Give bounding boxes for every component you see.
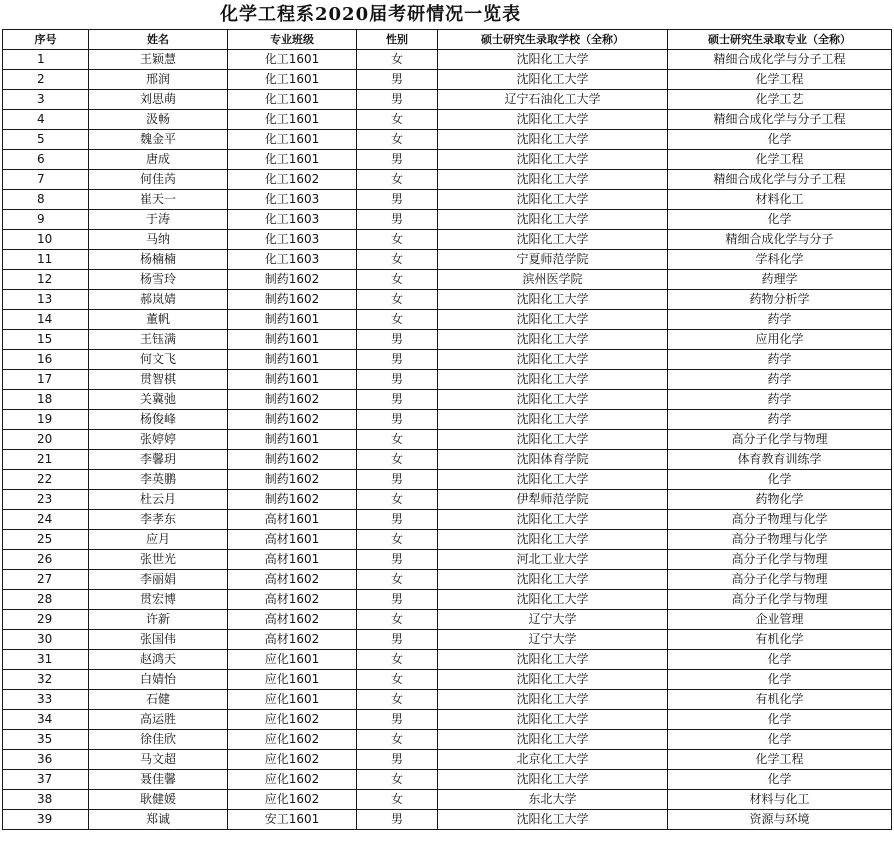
cell-major[interactable]: 有机化学: [668, 630, 892, 650]
cell-index[interactable]: 1: [3, 50, 89, 70]
cell-gender[interactable]: 女: [357, 530, 438, 550]
cell-name[interactable]: 马纳: [89, 230, 228, 250]
cell-name[interactable]: 杨雪玲: [89, 270, 228, 290]
cell-class[interactable]: 应化1602: [228, 770, 357, 790]
cell-gender[interactable]: 女: [357, 290, 438, 310]
cell-class[interactable]: 高材1602: [228, 590, 357, 610]
cell-index[interactable]: 15: [3, 330, 89, 350]
header-row: [3, 30, 892, 50]
cell-school[interactable]: 滨州医学院: [438, 270, 668, 290]
cell-major[interactable]: 高分子化学与物理: [668, 590, 892, 610]
cell-name[interactable]: 魏金平: [89, 130, 228, 150]
table-row: [3, 110, 892, 130]
cell-index[interactable]: 6: [3, 150, 89, 170]
cell-major[interactable]: 学科化学: [668, 250, 892, 270]
cell-school[interactable]: 沈阳化工大学: [438, 530, 668, 550]
cell-major[interactable]: 高分子化学与物理: [668, 570, 892, 590]
cell-index[interactable]: 38: [3, 790, 89, 810]
cell-major[interactable]: 药理学: [668, 270, 892, 290]
cell-index[interactable]: 33: [3, 690, 89, 710]
header-gender[interactable]: 性别: [357, 30, 438, 50]
cell-gender[interactable]: 女: [357, 490, 438, 510]
cell-major[interactable]: 药物化学: [668, 490, 892, 510]
cell-gender[interactable]: 女: [357, 270, 438, 290]
cell-index[interactable]: 9: [3, 210, 89, 230]
cell-gender[interactable]: 男: [357, 630, 438, 650]
header-name[interactable]: 姓名: [89, 30, 228, 50]
cell-class[interactable]: 高材1602: [228, 630, 357, 650]
cell-gender[interactable]: 女: [357, 310, 438, 330]
cell-name[interactable]: 张世光: [89, 550, 228, 570]
cell-gender[interactable]: 男: [357, 210, 438, 230]
cell-class[interactable]: 化工1603: [228, 210, 357, 230]
header-major[interactable]: 硕士研究生录取专业（全称）: [668, 30, 892, 50]
cell-name[interactable]: 关冀弛: [89, 390, 228, 410]
cell-gender[interactable]: 女: [357, 130, 438, 150]
cell-index[interactable]: 11: [3, 250, 89, 270]
table-title: 化学工程系2020届考研情况一览表: [220, 4, 522, 25]
cell-class[interactable]: 化工1603: [228, 230, 357, 250]
cell-major[interactable]: 高分子物理与化学: [668, 510, 892, 530]
cell-class[interactable]: 制药1601: [228, 430, 357, 450]
cell-school[interactable]: 沈阳化工大学: [438, 730, 668, 750]
cell-index[interactable]: 10: [3, 230, 89, 250]
cell-school[interactable]: 北京化工大学: [438, 750, 668, 770]
cell-school[interactable]: 沈阳化工大学: [438, 70, 668, 90]
cell-gender[interactable]: 女: [357, 230, 438, 250]
table-row: [3, 390, 892, 410]
cell-gender[interactable]: 男: [357, 750, 438, 770]
cell-major[interactable]: 化学: [668, 470, 892, 490]
cell-major[interactable]: 药学: [668, 350, 892, 370]
cell-index[interactable]: 30: [3, 630, 89, 650]
cell-gender[interactable]: 男: [357, 150, 438, 170]
cell-class[interactable]: 高材1601: [228, 550, 357, 570]
cell-school[interactable]: 宁夏师范学院: [438, 250, 668, 270]
cell-major[interactable]: 药学: [668, 370, 892, 390]
cell-name[interactable]: 何佳芮: [89, 170, 228, 190]
cell-school[interactable]: 沈阳化工大学: [438, 510, 668, 530]
table-row: [3, 530, 892, 550]
cell-gender[interactable]: 男: [357, 710, 438, 730]
cell-gender[interactable]: 男: [357, 390, 438, 410]
cell-gender[interactable]: 男: [357, 550, 438, 570]
table-row: [3, 730, 892, 750]
cell-class[interactable]: 制药1602: [228, 470, 357, 490]
table-row: [3, 490, 892, 510]
cell-class[interactable]: 化工1601: [228, 130, 357, 150]
table-row: [3, 590, 892, 610]
cell-index[interactable]: 39: [3, 810, 89, 830]
cell-name[interactable]: 贯智棋: [89, 370, 228, 390]
cell-index[interactable]: 36: [3, 750, 89, 770]
table-row: [3, 430, 892, 450]
table-row: [3, 290, 892, 310]
cell-index[interactable]: 34: [3, 710, 89, 730]
cell-index[interactable]: 25: [3, 530, 89, 550]
cell-school[interactable]: 沈阳化工大学: [438, 390, 668, 410]
cell-name[interactable]: 应月: [89, 530, 228, 550]
cell-major[interactable]: 化学工艺: [668, 90, 892, 110]
table-row: [3, 670, 892, 690]
cell-school[interactable]: 沈阳化工大学: [438, 290, 668, 310]
cell-name[interactable]: 徐佳欣: [89, 730, 228, 750]
cell-class[interactable]: 制药1601: [228, 350, 357, 370]
header-class[interactable]: 专业班级: [228, 30, 357, 50]
cell-name[interactable]: 李英鹏: [89, 470, 228, 490]
cell-name[interactable]: 许新: [89, 610, 228, 630]
cell-class[interactable]: 化工1601: [228, 90, 357, 110]
cell-name[interactable]: 张国伟: [89, 630, 228, 650]
cell-index[interactable]: 17: [3, 370, 89, 390]
cell-major[interactable]: 化学: [668, 710, 892, 730]
cell-gender[interactable]: 女: [357, 170, 438, 190]
cell-major[interactable]: 材料化工: [668, 190, 892, 210]
cell-name[interactable]: 唐成: [89, 150, 228, 170]
table-row: [3, 410, 892, 430]
cell-name[interactable]: 张婷婷: [89, 430, 228, 450]
table-row: [3, 230, 892, 250]
cell-gender[interactable]: 女: [357, 730, 438, 750]
cell-gender[interactable]: 女: [357, 450, 438, 470]
table-row: [3, 770, 892, 790]
cell-major[interactable]: 高分子化学与物理: [668, 550, 892, 570]
cell-class[interactable]: 应化1601: [228, 690, 357, 710]
cell-name[interactable]: 耿健媛: [89, 790, 228, 810]
cell-class[interactable]: 制药1602: [228, 290, 357, 310]
cell-major[interactable]: 化学工程: [668, 150, 892, 170]
table-body: [3, 50, 892, 830]
cell-gender[interactable]: 男: [357, 330, 438, 350]
cell-gender[interactable]: 女: [357, 610, 438, 630]
cell-index[interactable]: 7: [3, 170, 89, 190]
cell-gender[interactable]: 女: [357, 770, 438, 790]
cell-gender[interactable]: 男: [357, 510, 438, 530]
cell-school[interactable]: 辽宁大学: [438, 610, 668, 630]
cell-major[interactable]: 化学: [668, 210, 892, 230]
cell-gender[interactable]: 男: [357, 350, 438, 370]
cell-major[interactable]: 药学: [668, 310, 892, 330]
cell-name[interactable]: 贯宏博: [89, 590, 228, 610]
cell-name[interactable]: 李丽娟: [89, 570, 228, 590]
cell-index[interactable]: 14: [3, 310, 89, 330]
cell-gender[interactable]: 女: [357, 250, 438, 270]
cell-name[interactable]: 邢润: [89, 70, 228, 90]
cell-index[interactable]: 27: [3, 570, 89, 590]
cell-school[interactable]: 沈阳化工大学: [438, 410, 668, 430]
cell-index[interactable]: 24: [3, 510, 89, 530]
cell-class[interactable]: 制药1602: [228, 410, 357, 430]
cell-class[interactable]: 应化1602: [228, 710, 357, 730]
cell-major[interactable]: 资源与环境: [668, 810, 892, 830]
cell-name[interactable]: 赵鸿天: [89, 650, 228, 670]
table-row: [3, 210, 892, 230]
cell-class[interactable]: 高材1601: [228, 510, 357, 530]
cell-major[interactable]: 企业管理: [668, 610, 892, 630]
table-row: [3, 70, 892, 90]
cell-name[interactable]: 马文超: [89, 750, 228, 770]
cell-class[interactable]: 高材1601: [228, 530, 357, 550]
cell-name[interactable]: 王钰满: [89, 330, 228, 350]
cell-index[interactable]: 8: [3, 190, 89, 210]
cell-school[interactable]: 沈阳化工大学: [438, 350, 668, 370]
cell-school[interactable]: 沈阳化工大学: [438, 190, 668, 210]
table-row: [3, 370, 892, 390]
cell-gender[interactable]: 男: [357, 590, 438, 610]
cell-name[interactable]: 李馨玥: [89, 450, 228, 470]
table-row: [3, 510, 892, 530]
cell-major[interactable]: 有机化学: [668, 690, 892, 710]
table-row: [3, 810, 892, 830]
cell-gender[interactable]: 男: [357, 190, 438, 210]
cell-class[interactable]: 应化1602: [228, 750, 357, 770]
cell-class[interactable]: 化工1601: [228, 50, 357, 70]
cell-index[interactable]: 21: [3, 450, 89, 470]
cell-major[interactable]: 高分子化学与物理: [668, 430, 892, 450]
cell-index[interactable]: 31: [3, 650, 89, 670]
cell-major[interactable]: 化学: [668, 670, 892, 690]
cell-class[interactable]: 应化1602: [228, 790, 357, 810]
cell-major[interactable]: 材料与化工: [668, 790, 892, 810]
cell-gender[interactable]: 女: [357, 790, 438, 810]
cell-school[interactable]: 河北工业大学: [438, 550, 668, 570]
cell-index[interactable]: 35: [3, 730, 89, 750]
table-row: [3, 90, 892, 110]
cell-name[interactable]: 刘思萌: [89, 90, 228, 110]
cell-school[interactable]: 沈阳化工大学: [438, 50, 668, 70]
cell-major[interactable]: 药学: [668, 410, 892, 430]
cell-index[interactable]: 26: [3, 550, 89, 570]
table-row: [3, 470, 892, 490]
cell-major[interactable]: 化学: [668, 130, 892, 150]
cell-gender[interactable]: 男: [357, 370, 438, 390]
admission-table: [2, 29, 892, 830]
table-row: [3, 650, 892, 670]
cell-gender[interactable]: 男: [357, 90, 438, 110]
cell-name[interactable]: 杨俊峰: [89, 410, 228, 430]
cell-school[interactable]: 辽宁大学: [438, 630, 668, 650]
cell-school[interactable]: 沈阳化工大学: [438, 330, 668, 350]
cell-class[interactable]: 制药1601: [228, 330, 357, 350]
cell-index[interactable]: 4: [3, 110, 89, 130]
cell-major[interactable]: 精细合成化学与分子工程: [668, 50, 892, 70]
cell-school[interactable]: 沈阳化工大学: [438, 650, 668, 670]
cell-gender[interactable]: 男: [357, 470, 438, 490]
cell-major[interactable]: 精细合成化学与分子工程: [668, 170, 892, 190]
cell-name[interactable]: 何文飞: [89, 350, 228, 370]
cell-index[interactable]: 18: [3, 390, 89, 410]
cell-major[interactable]: 化学工程: [668, 750, 892, 770]
cell-major[interactable]: 药物分析学: [668, 290, 892, 310]
cell-major[interactable]: 精细合成化学与分子: [668, 230, 892, 250]
cell-gender[interactable]: 女: [357, 570, 438, 590]
cell-gender[interactable]: 男: [357, 70, 438, 90]
cell-class[interactable]: 应化1602: [228, 730, 357, 750]
table-row: [3, 630, 892, 650]
cell-gender[interactable]: 女: [357, 670, 438, 690]
cell-name[interactable]: 杜云月: [89, 490, 228, 510]
cell-class[interactable]: 化工1603: [228, 190, 357, 210]
cell-name[interactable]: 高运胜: [89, 710, 228, 730]
table-row: [3, 710, 892, 730]
cell-gender[interactable]: 男: [357, 810, 438, 830]
cell-name[interactable]: 于涛: [89, 210, 228, 230]
cell-major[interactable]: 精细合成化学与分子工程: [668, 110, 892, 130]
table-row: [3, 50, 892, 70]
table-row: [3, 310, 892, 330]
cell-class[interactable]: 安工1601: [228, 810, 357, 830]
cell-school[interactable]: 沈阳化工大学: [438, 470, 668, 490]
cell-school[interactable]: 沈阳化工大学: [438, 130, 668, 150]
cell-school[interactable]: 沈阳化工大学: [438, 670, 668, 690]
table-row: [3, 750, 892, 770]
cell-index[interactable]: 12: [3, 270, 89, 290]
cell-class[interactable]: 化工1601: [228, 70, 357, 90]
cell-name[interactable]: 聂佳馨: [89, 770, 228, 790]
cell-gender[interactable]: 女: [357, 690, 438, 710]
table-row: [3, 270, 892, 290]
table-row: [3, 550, 892, 570]
cell-name[interactable]: 汲畅: [89, 110, 228, 130]
cell-index[interactable]: 28: [3, 590, 89, 610]
cell-class[interactable]: 化工1603: [228, 250, 357, 270]
cell-name[interactable]: 郝岚婧: [89, 290, 228, 310]
cell-school[interactable]: 沈阳化工大学: [438, 170, 668, 190]
cell-index[interactable]: 32: [3, 670, 89, 690]
cell-name[interactable]: 王颖慧: [89, 50, 228, 70]
cell-major[interactable]: 体育教育训练学: [668, 450, 892, 470]
cell-class[interactable]: 高材1602: [228, 610, 357, 630]
cell-index[interactable]: 20: [3, 430, 89, 450]
cell-class[interactable]: 制药1601: [228, 310, 357, 330]
cell-school[interactable]: 沈阳化工大学: [438, 370, 668, 390]
table-row: [3, 690, 892, 710]
cell-name[interactable]: 石健: [89, 690, 228, 710]
table-row: [3, 450, 892, 470]
cell-name[interactable]: 崔天一: [89, 190, 228, 210]
cell-school[interactable]: 沈阳化工大学: [438, 810, 668, 830]
cell-class[interactable]: 应化1601: [228, 650, 357, 670]
cell-name[interactable]: 郑诚: [89, 810, 228, 830]
table-row: [3, 790, 892, 810]
cell-gender[interactable]: 女: [357, 110, 438, 130]
cell-index[interactable]: 23: [3, 490, 89, 510]
cell-index[interactable]: 29: [3, 610, 89, 630]
table-row: [3, 570, 892, 590]
cell-class[interactable]: 制药1601: [228, 370, 357, 390]
cell-school[interactable]: 沈阳化工大学: [438, 690, 668, 710]
cell-index[interactable]: 5: [3, 130, 89, 150]
cell-school[interactable]: 沈阳化工大学: [438, 110, 668, 130]
cell-school[interactable]: 沈阳化工大学: [438, 310, 668, 330]
cell-school[interactable]: 沈阳化工大学: [438, 590, 668, 610]
cell-major[interactable]: 化学: [668, 770, 892, 790]
cell-index[interactable]: 16: [3, 350, 89, 370]
cell-name[interactable]: 白婧怡: [89, 670, 228, 690]
cell-school[interactable]: 沈阳化工大学: [438, 570, 668, 590]
cell-name[interactable]: 李孝东: [89, 510, 228, 530]
header-school[interactable]: 硕士研究生录取学校（全称）: [438, 30, 668, 50]
table-row: [3, 130, 892, 150]
cell-index[interactable]: 19: [3, 410, 89, 430]
table-row: [3, 350, 892, 370]
cell-gender[interactable]: 女: [357, 650, 438, 670]
cell-index[interactable]: 2: [3, 70, 89, 90]
cell-major[interactable]: 化学: [668, 650, 892, 670]
cell-class[interactable]: 制药1602: [228, 450, 357, 470]
cell-class[interactable]: 化工1601: [228, 110, 357, 130]
cell-class[interactable]: 高材1602: [228, 570, 357, 590]
cell-school[interactable]: 沈阳体育学院: [438, 450, 668, 470]
cell-school[interactable]: 沈阳化工大学: [438, 430, 668, 450]
cell-class[interactable]: 化工1602: [228, 170, 357, 190]
table-row: [3, 170, 892, 190]
cell-index[interactable]: 22: [3, 470, 89, 490]
cell-gender[interactable]: 女: [357, 430, 438, 450]
cell-major[interactable]: 药学: [668, 390, 892, 410]
cell-name[interactable]: 杨楠楠: [89, 250, 228, 270]
cell-major[interactable]: 高分子物理与化学: [668, 530, 892, 550]
cell-gender[interactable]: 男: [357, 410, 438, 430]
cell-school[interactable]: 伊犁师范学院: [438, 490, 668, 510]
cell-school[interactable]: 沈阳化工大学: [438, 230, 668, 250]
cell-major[interactable]: 应用化学: [668, 330, 892, 350]
cell-class[interactable]: 化工1601: [228, 150, 357, 170]
cell-class[interactable]: 制药1602: [228, 390, 357, 410]
cell-index[interactable]: 37: [3, 770, 89, 790]
cell-school[interactable]: 东北大学: [438, 790, 668, 810]
cell-gender[interactable]: 女: [357, 50, 438, 70]
cell-school[interactable]: 沈阳化工大学: [438, 770, 668, 790]
table-row: [3, 330, 892, 350]
cell-class[interactable]: 制药1602: [228, 490, 357, 510]
header-index[interactable]: 序号: [3, 30, 89, 50]
cell-school[interactable]: 沈阳化工大学: [438, 150, 668, 170]
cell-school[interactable]: 辽宁石油化工大学: [438, 90, 668, 110]
table-row: [3, 190, 892, 210]
cell-school[interactable]: 沈阳化工大学: [438, 210, 668, 230]
cell-class[interactable]: 制药1602: [228, 270, 357, 290]
cell-major[interactable]: 化学: [668, 730, 892, 750]
table-row: [3, 250, 892, 270]
cell-index[interactable]: 3: [3, 90, 89, 110]
table-row: [3, 610, 892, 630]
cell-name[interactable]: 董帆: [89, 310, 228, 330]
cell-index[interactable]: 13: [3, 290, 89, 310]
cell-school[interactable]: 沈阳化工大学: [438, 710, 668, 730]
cell-major[interactable]: 化学工程: [668, 70, 892, 90]
table-row: [3, 150, 892, 170]
cell-class[interactable]: 应化1601: [228, 670, 357, 690]
